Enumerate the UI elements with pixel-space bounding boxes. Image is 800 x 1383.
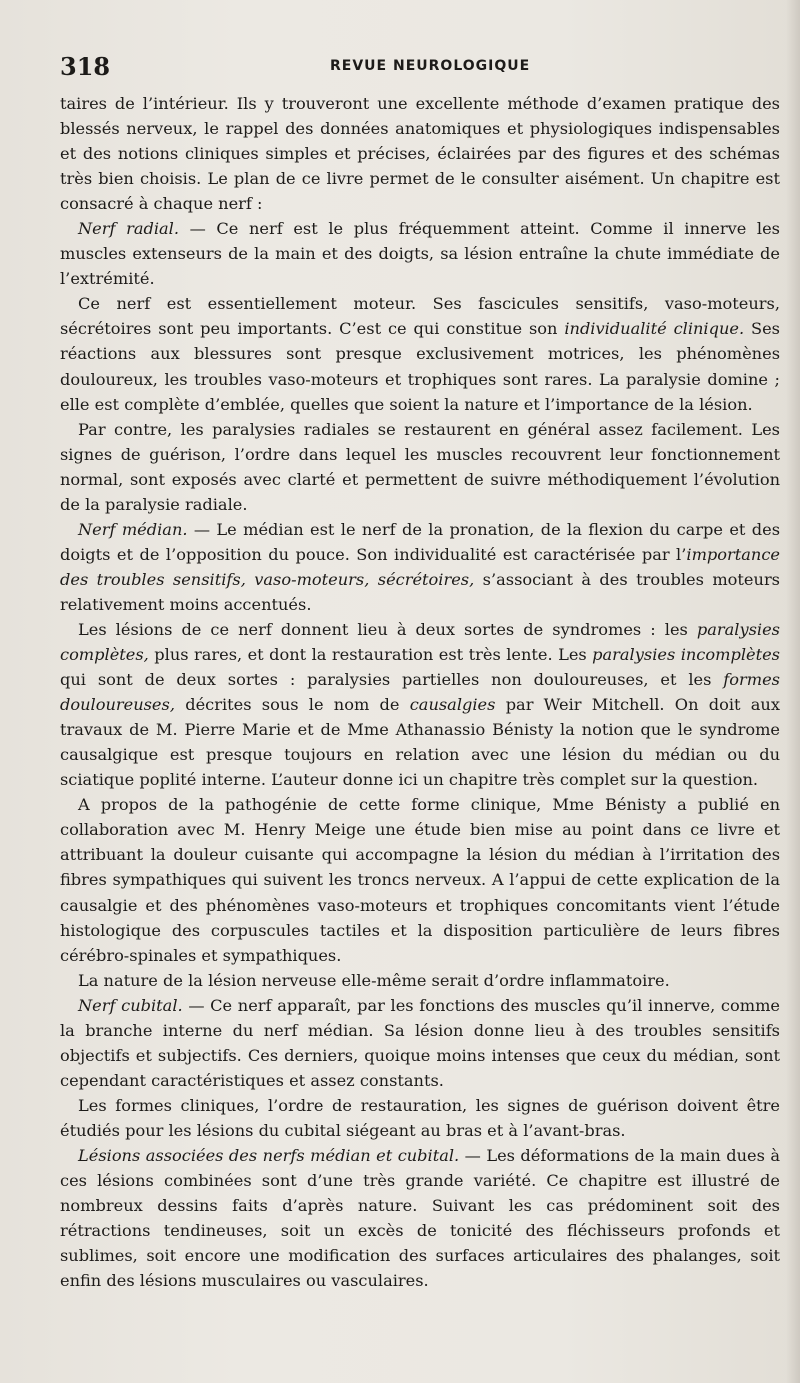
paragraph-radial-moteur — [60, 291, 780, 416]
paragraph-nerf-radial — [60, 216, 780, 291]
article-body — [60, 91, 780, 1293]
section-heading-nerf-cubital: Nerf cubital. — [78, 995, 183, 1015]
page-header — [60, 50, 730, 86]
paragraph-radial-restauration — [60, 417, 780, 517]
emphasis-text: individualité clinique. — [564, 319, 745, 339]
running-head: REVUE NEUROLOGIQUE — [330, 58, 531, 74]
paragraph-intro-continuation — [60, 91, 780, 216]
paragraph-text: — Le médian est le nerf de la pronation, de la flexion du carpe et des doigts et de l’opposition du pouce. Son individualité est caractérisée par l’ — [60, 519, 781, 564]
paragraph-text: Les lésions de ce nerf donnent lieu à deux sortes de syndromes : les — [78, 619, 697, 639]
paragraph-text: — Ce nerf apparaît, par les fonctions des muscles qu’il innerve, comme la branche interne du nerf médian. Sa lésion donne lieu à des troubles sensitifs objectifs et subjectifs. Ces derniers, quoique moins intenses que ceux du médian, sont cependant caractéristiques et assez constants. — [60, 995, 780, 1090]
paragraph-text: plus rares, et dont la restauration est très lente. Les — [148, 645, 593, 665]
paragraph-text: décrites sous le nom de — [174, 695, 410, 715]
paragraph-nature-lesion — [60, 968, 780, 993]
emphasis-text: causalgies — [409, 695, 496, 715]
paragraph-text: — Ce nerf est le plus fréquemment atteint. Comme il innerve les muscles extenseurs de la main et des doigts, sa lésion entraîne la chute immédiate de l’extrémité. — [60, 219, 780, 289]
paragraph-lesions-associees — [60, 1143, 780, 1293]
section-heading-nerf-median: Nerf médian. — [78, 519, 188, 539]
section-heading-nerf-radial: Nerf radial. — [78, 219, 179, 239]
paragraph-text: par Weir Mitchell. On doit aux travaux de M. Pierre Marie et de Mme Athanassio Bénisty la notion que le syndrome causalgique est presque toujours en relation avec une lésion du médian ou du sciatique poplité interne. L’auteur donne ici un chapitre très complet sur la question. — [60, 695, 780, 790]
paragraph-text: s’associant à des troubles moteurs relativement moins accentués. — [60, 569, 780, 614]
paragraph-text: Ce nerf est essentiellement moteur. Ses fascicules sensitifs, vaso-moteurs, sécrétoires sont peu importants. C’est ce qui constitue son — [60, 294, 780, 339]
emphasis-text: importance des troubles sensitifs, vaso-moteurs, sécrétoires, — [60, 544, 780, 589]
page-number: 318 — [60, 52, 111, 81]
paragraph-text: La nature de la lésion nerveuse elle-même serait d’ordre inflammatoire. — [78, 970, 670, 990]
paragraph-text: taires de l’intérieur. Ils y trouveront une excellente méthode d’examen pratique des blessés nerveux, le rappel des données anatomiques et physiologiques indispensables et des notions cliniques simples et précises, éclairées par des figures et des schémas très bien choisis. Le plan de ce livre permet de le consulter aisément. Un chapitre est consacré à chaque nerf : — [60, 94, 780, 214]
emphasis-text: paralysies incomplètes — [592, 645, 780, 665]
emphasis-text: formes douloureuses, — [60, 670, 780, 715]
paragraph-text: A propos de la pathogénie de cette forme clinique, Mme Bénisty a publié en collaboration avec M. Henry Meige une étude bien mise au point dans ce livre et attribuant la douleur cuisante qui accompagne la lésion du médian à l’irritation des fibres sympathiques qui suivent les troncs nerveux. A l’appui de cette explication de la causalgie et des phénomènes vaso-moteurs et trophiques concomitants vient l’étude histologique des corpuscules tactiles et la disposition particulière de leurs fibres cérébro-spinales et sympathiques. — [60, 795, 780, 965]
paragraph-median-syndromes — [60, 617, 780, 792]
paragraph-text: — Les déformations de la main dues à ces lésions combinées sont d’une très grande variété. Ce chapitre est illustré de nombreux dessins faits d’après nature. Suivant les cas prédominent soit des rétractions tendineuses, soit un excès de tonicité des fléchisseurs profonds et sublimes, soit encore une modification des surfaces articulaires des phalanges, soit enfin des lésions musculaires ou vasculaires. — [60, 1145, 781, 1291]
paragraph-text: Ses réactions aux blessures sont presque exclusivement motrices, les phénomènes douloureux, les troubles vaso-moteurs et trophiques sont rares. La paralysie domine ; elle est complète d’emblée, quelles que soient la nature et l’importance de la lésion. — [60, 319, 780, 414]
paragraph-nerf-cubital — [60, 993, 780, 1093]
paragraph-nerf-median — [60, 517, 780, 617]
page-edge-shadow — [786, 0, 800, 1383]
paragraph-pathogenie — [60, 792, 780, 967]
paragraph-text: Les formes cliniques, l’ordre de restauration, les signes de guérison doivent être étudiés pour les lésions du cubital siégeant au bras et à l’avant-bras. — [60, 1095, 780, 1140]
paragraph-text: qui sont de deux sortes : paralysies partielles non douloureuses, et les — [60, 670, 724, 690]
emphasis-text: paralysies complètes, — [60, 619, 780, 665]
paragraph-text: Par contre, les paralysies radiales se restaurent en général assez facilement. Les signes de guérison, l’ordre dans lequel les muscles recouvrent leur fonctionnement normal, sont exposés avec clarté et permettent de suivre méthodiquement l’évolution de la paralysie radiale. — [60, 419, 780, 514]
paragraph-cubital-formes — [60, 1093, 780, 1143]
section-heading-lesions-associees: Lésions associées des nerfs médian et cubital. — [78, 1145, 460, 1165]
